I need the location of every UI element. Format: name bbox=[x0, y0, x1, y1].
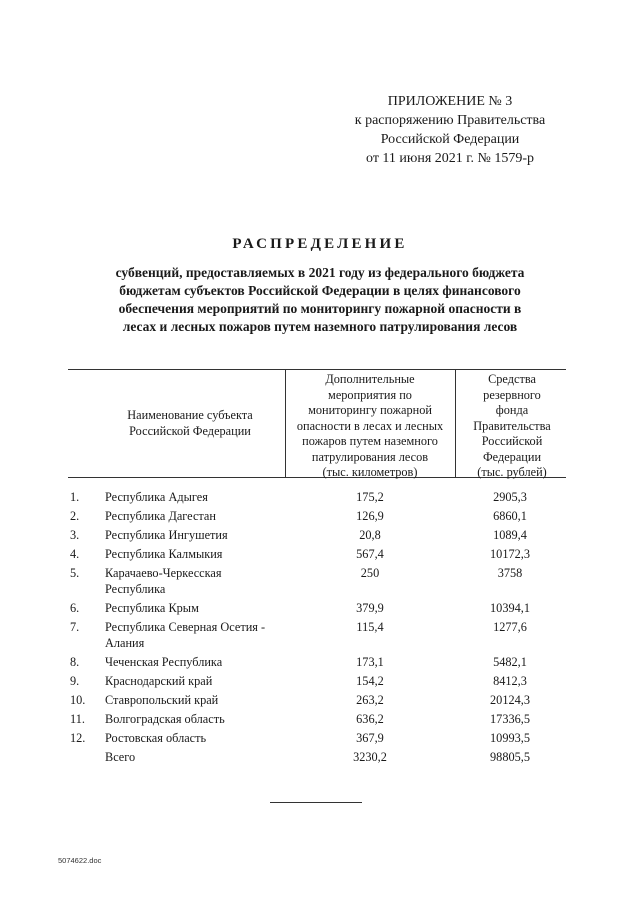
header-additional-km: Дополнительные мероприятия по мониторингу пожарной опасности в лесах и лесных пожаров путем наземного патрулирования лесов (тыс. километров) bbox=[296, 372, 444, 479]
header-subject-name: Наименование субъекта Российской Федерации bbox=[127, 408, 253, 438]
subtitle-line: бюджетам субъектов Российской Федерации в целях финансового bbox=[119, 283, 521, 298]
header-reserve-fund: Средства резервного фонда Правительства Российской Федерации (тыс. рублей) bbox=[473, 372, 551, 479]
subtitle-line: лесах и лесных пожаров путем наземного патрулирования лесов bbox=[122, 319, 518, 334]
total-label: Всего bbox=[105, 750, 136, 764]
document-subtitle bbox=[60, 264, 580, 336]
appendix-block bbox=[320, 92, 580, 168]
appendix-decree-ref: к распоряжению Правительства bbox=[354, 113, 546, 128]
appendix-authority: Российской Федерации bbox=[380, 132, 520, 147]
subtitle-line: субвенций, предоставляемых в 2021 году из федерального бюджета bbox=[115, 265, 525, 280]
appendix-number: ПРИЛОЖЕНИЕ № 3 bbox=[387, 94, 513, 109]
appendix-date: от 11 июня 2021 г. № 1579-р bbox=[366, 151, 534, 166]
subtitle-line: обеспечения мероприятий по мониторингу пожарной опасности в bbox=[118, 301, 522, 316]
table-top-rule bbox=[68, 369, 566, 370]
closing-rule bbox=[270, 802, 362, 803]
file-reference: 5074622.doc bbox=[58, 856, 102, 865]
total-km: 3230,2 bbox=[353, 750, 387, 764]
total-rub: 98805,5 bbox=[490, 750, 530, 764]
document-title: РАСПРЕДЕЛЕНИЕ bbox=[232, 236, 408, 252]
